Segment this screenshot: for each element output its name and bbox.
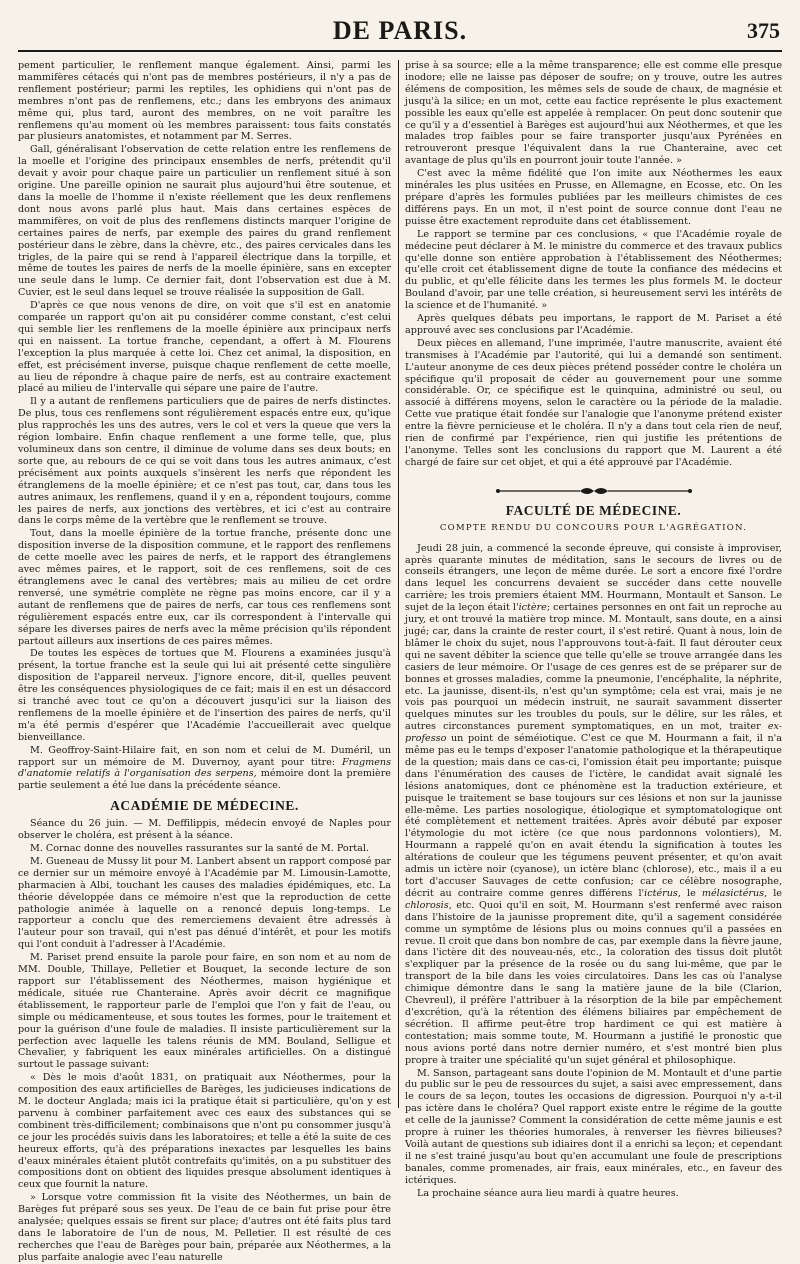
ornament-icon (494, 485, 694, 497)
paragraph: La prochaine séance aura lieu mardi à quatre heures. (417, 1187, 679, 1199)
paragraph: pement particulier, le renflement manque également. Ainsi, parmi les mammifères cétacés qui n'ont pas de membres postérieurs, il n'y a pas de renflement postérieur; parmi les reptiles, les ophidiens qui n'ont pas de membres n'ont pas de renflemens, etc.; dans les embryons des animaux même qui, plus tard, auront des membres, on ne voit paraître les renflemens qu'au moment où les membres paraissent: tous faits constatés par plusieurs anatomistes, et notamment par M. Serres. (18, 60, 391, 143)
italic-term: mélasictérus (701, 887, 765, 899)
text-run: , etc. Quoi qu'il en soit, M. Hourmann s'est renfermé avec raison dans l'histoire de la jaunisse proprement dite, qu'il a sagement considérée comme un symptôme de lésions plus ou moins connues qu'il a passées en revue. Il croit que dans bon nombre de cas, par exemple dans la fièvre jaune, dans l'ictère dit des nouveau-nés, etc., la coloration des tissus doit plutôt s'expliquer par la présence de la rosée ou du sang lui-même, que par le transport de la bile dans les voies circulatoires. Dans les cas où l'analyse chimique démontre dans le sang la matière jaune de la bile (Clarion, Chevreul), il préfère l'attribuer à la résorption de la bile par empêchement d'excrétion, qu'à la rétention des élémens biliaires par empêchement de sécrétion. Il affirme peut-être trop hardiment ce qui est matière à contestation; mais somme toute, M. Hourmann a justifié le pronostic que nous avions porté dans notre dernier numéro, et s'est montré bien plus propre à traiter une spécialité qu'un sujet général et philosophique. (405, 899, 782, 1066)
paragraph: Tout, dans la moelle épinière de la tortue franche, présente donc une disposition inverse de la disposition commune, et le rapport des renflemens de cette moelle avec les paires de nerfs, et le rapport des étranglemens avec mêmes paires, et le rapport, soit de ces renflemens, soit de ces étranglemens avec le canal des vertèbres; mais au milieu de cet ordre renversé, une symétrie complète ne règne pas moins encore, car il y a autant de renflemens que de paires de nerfs, car tous ces renflemens sont régulièrement espacés entre eux, car ils correspondent à l'intervalle qui sépare les diverses paires de nerfs avec la même précision qu'ils répondent partout ailleurs aux insertions de ces paires mêmes. (18, 528, 391, 647)
right-column (405, 60, 783, 1199)
section-subtitle: COMPTE RENDU DU CONCOURS POUR L'AGRÉGATION. (439, 522, 748, 533)
paragraph: De toutes les espèces de tortues que M. Flourens a examinées jusqu'à présent, la tortue franche est la seule qui lui ait présenté cette singulière disposition de l'appareil nerveux. J'ignore encore, dit-il, quelles peuvent être les conséquences physiologiques de ce fait; mais il en est un désaccord si tranché avec tout ce qu'on a découvert jusqu'ici sur la liaison des renflemens de la moelle épinière et de l'insertion des paires de nerfs, qu'il m'a été permis d'espérer que l'Académie l'accueillerait avec quelque bienveillance. (18, 648, 391, 743)
section-title-academie: ACADÉMIE DE MÉDECINE. (110, 798, 299, 814)
left-column (18, 60, 391, 1263)
paragraph: Gall, généralisant l'observation de cette relation entre les renflemens de la moelle et l'origine des principaux ensembles de nerfs, prétendit qu'il devait y avoir pour chaque paire un particulier un renflement situé à son origine. Une pareille opinion ne saurait plus aujourd'hui être soutenue, et dans la moelle de l'homme il n'existe réellement que les deux renflemens dont nous avons parlé plus haut. Mais dans certaines espèces de mammifères, on voit de plus des renflemens distincts marquer l'origine de certaines paires de nerfs, par exemple des paires du grand renflement postérieur dans le zèbre, dans la chèvre, etc., des paires cervicales dans les trigles, de la paire qui se rend à l'appareil électrique dans la torpille, et même de toutes les paires de nerfs de la moelle épinière, sans en excepter une seule dans le lump. Ce dernier fait, dont l'observation est due à M. Cuvier, est le seul dans lequel se trouve réalisée la supposition de Gall. (18, 144, 391, 299)
ornamental-rule (405, 485, 782, 497)
italic-term: ictérus (644, 887, 678, 899)
paragraph: C'est avec la même fidélité que l'on imite aux Néothermes les eaux minérales les plus usitées en Prusse, en Allemagne, en Ecosse, etc. On les prépare d'après les formules publiées par les meilleurs chimistes de ces différens pays. En un mot, il n'est point de source connue dont l'eau ne puisse être exactement reproduite dans cet établissement. (405, 168, 782, 227)
text-run: M. Geoffroy-Saint-Hilaire fait, en son nom et celui de M. Duméril, un rapport sur un mémoire de M. Duvernoy, ayant pour titre: (18, 744, 391, 768)
paragraph (18, 745, 391, 793)
text-run: Jeudi 28 juin, a commencé la seconde épreuve, qui consiste à improviser, après quarante minutes de méditation, sans le secours de livres ou de conseils étrangers, une leçon de même durée. Le sort a encore fixé l'ordre dans lequel les concurrens devaient se succéder dans cette nouvelle carrière; les trois premiers étaient MM. Hourmann, Montault et Sanson. Le sujet de la leçon était l' (405, 542, 782, 614)
page-number: 375 (747, 18, 780, 43)
paragraph: Il y a autant de renflemens particuliers que de paires de nerfs distinctes. De plus, tous ces renflemens sont régulièrement espacés entre eux, qu'ique plus rapprochés les uns des autres, vers le col et vers la queue que vers la région lombaire. Enfin chaque renflement a une forme telle, que, plus volumineux dans son centre, il diminue de volume dans ses deux bouts; en sorte que, au rebours de ce qui se voit dans tous les autres animaux, c'est précisément aux points auxquels s'insèrent les nerfs que répondent les étranglemens de la moelle épinière; et ce n'est pas tout, car, dans tous les autres animaux, les renflemens, quand il y en a, répondent toujours, comme les paires de nerfs, aux jonctions des vertèbres, et ici c'est au contraire dans le corps même de la vertèbre que le renflement se trouve. (18, 396, 391, 527)
paragraph: Après quelques débats peu importans, le rapport de M. Pariset a été approuvé avec ses conclusions par l'Académie. (405, 313, 782, 336)
paragraph: M. Cornac donne des nouvelles rassurantes sur la santé de M. Portal. (30, 843, 369, 854)
section-title-faculte: FACULTÉ DE MÉDECINE. (505, 502, 682, 518)
paragraph: Le rapport se termine par ces conclusions, « que l'Académie royale de médecine peut déclarer à M. le ministre du commerce et des travaux publics qu'elle donne son entière approbation à l'établissement des Néothermes; qu'elle croit cet établissement digne de toute la confiance des médecins et du public, et qu'elle félicite dans les termes les plus formels M. le docteur Bouland d'avoir, par une telle création, si heureusement servi les intérêts de la science et de l'humanité. » (405, 228, 782, 312)
column-divider (398, 60, 399, 1108)
paragraph: « Dès le mois d'août 1831, on pratiquait aux Néothermes, pour la composition des eaux artificielles de Barèges, les judicieuses indications de M. le docteur Anglada; mais ici la pratique était si particulière, qu'on y est parvenu à combiner parfaitement avec ces eaux des substances qui se combinent très-difficilement; combinaisons que n'ont pu consommer jusqu'à ce jour les procédés suivis dans les laboratoires; et telle a été la suite de ces heureux efforts, qu'à des préparations inexactes par lesquelles les bains d'eaux minérales étaient plutôt contrefaits qu'imités, on a pu substituer des compositions dont on obtient des liquides presque absolument identiques à ceux que fournit la nature. (18, 1072, 391, 1191)
italic-term: chlorosis (405, 899, 449, 911)
text-run: mémoire dont la première partie seulement a été lue dans la précédente séance. (18, 768, 391, 792)
text-run: , le (764, 887, 782, 899)
text-run: ; certaines personnes en ont fait un reproche au jury, et ont trouvé la matière trop mince. M. Montault, sans doute, en a ainsi jugé; car, dans la crainte de rester court, il s'est retiré. Quant à nous, loin de blâmer le choix du sujet, nous l'approuvons tout-à-fait. Il faut dérouter ceux qui ne savent débiter la science que telle qu'elle se trouve arrangée dans les casiers de leur mémoire. Or l'usage de ces genres est de se préparer sur de bonnes et grosses maladies, comme la pneumonie, l'encéphalite, la néphrite, etc. La jaunisse, disent-ils, n'est qu'un symptôme; cela est vrai, mais je ne vois pas pourquoi un médecin instruit, ne saurait savamment disserter quelques minutes sur les troubles du pouls, sur le délire, sur les râles, et autres circonstances purement symptomatiques, en un mot, traiter (405, 602, 783, 733)
paragraph: Séance du 26 juin. — M. Deffilippis, médecin envoyé de Naples pour observer le choléra, est présent à la séance. (18, 818, 391, 842)
page-header (18, 12, 782, 52)
paragraph: D'après ce que nous venons de dire, on voit que s'il est en anatomie comparée un rapport qu'on ait pu considérer comme constant, c'est celui qui semble lier les renflemens de la moelle épinière aux principaux nerfs qui en naissent. La tortue franche, cependant, a offert à M. Flourens l'exception la plus marquée à cette loi. Chez cet animal, la disposition, en effet, est précisément inverse, puisque chaque renflement de cette moelle, au lieu de répondre à chaque paire de nerfs, est au contraire exactement placé au milieu de l'intervalle qui sépare une paire de l'autre. (18, 300, 391, 395)
paragraph: prise à sa source; elle a la même transparence; elle est comme elle presque inodore; elle ne laisse pas déposer de soufre; on y trouve, outre les autres élémens de composition, les mêmes sels de soude de chaux, de magnésie et jusqu'à la silice; en un mot, cette eau factice représente le plus exactement possible les eaux qu'elle est appelée à remplacer. On peut donc soutenir que ce qu'il y a d'essentiel à Barèges est aujourd'hui aux Néothermes, et que les malades trop faibles pour se faire transporter jusqu'aux Pyrénées en retrouveront presque l'équivalent dans la rue Chanteraine, avec cet avantage de plus qu'ils en pourront jouir toute l'année. » (405, 60, 782, 167)
italic-term: ex-professo (405, 721, 782, 745)
text-run: un point de séméiotique. C'est ce que M. Hourmann a fait, il n'a même pas eu le temps d'exposer l'anatomie pathologique et la thérapeutique de la question; mais dans ce cas-ci, l'omission était peu importante; puisque dans l'énumération des causes de l'ictère, le candidat avait signalé les lésions anatomiques, dont ce phénomène est la traduction extérieure, et puisque le traitement se base toujours sur ces lésions et non sur la jaunisse elle-même. Les parties nosologique, étiologique et symptomatologique ont été complètement et nettement traitées. Après avoir débuté par exposer l'étymologie du mot ictère (ce que nous pardonnons volontiers), M. Hourmann a rappelé qu'on en avait étendu la signification à toutes les altérations de couleur que les tégumens peuvent présenter, et qu'on avait admis un ictère noir (cyanose), un ictère blanc (chlorose), etc., mais il a eu tort d'accuser Sauvages de cette confusion; car ce célèbre nosographe, décrit au contraire comme genres différens l' (405, 733, 782, 899)
paragraph (405, 543, 782, 1067)
paragraph: M. Pariset prend ensuite la parole pour faire, en son nom et au nom de MM. Double, Thillaye, Pelletier et Bouquet, la seconde lecture de son rapport sur l'établissement des Néothermes, maison hygiénique et médicale, située rue Chanteraine. Après avoir décrit ce magnifique établissement, le rapporteur parle de l'emploi que l'on y fait de l'eau, ou simple ou médicamenteuse, et sous toutes les formes, pour le traitement et pour la guérison d'une foule de maladies. Il insiste particulièrement sur la perfection avec laquelle les talens réunis de MM. Bouland, Selligue et Chevalier, y fabriquent les eaux minérales artificielles. On a distingué surtout le passage suivant: (18, 952, 391, 1071)
paragraph: M. Sanson, partageant sans doute l'opinion de M. Montault et d'une partie du public sur le peu de ressources du sujet, a saisi avec empressement, dans le cours de sa leçon, toutes les occasions de digression. Pourquoi n'y a-t-il pas ictère dans le choléra? Quel rapport existe entre le régime de la goutte et celle de la jaunisse? Comment la considération de cette même jaunis e est propre à ruiner les théories humorales, à renverser les fièvres bilieuses? Voilà autant de questions sub idiaires dont il a enrichi sa leçon; et cependant il ne s'est trainé jusqu'au bout qu'en accumulant une foule de prescriptions banales, comme promenades, air frais, eaux minérales, etc., en faveur des ictériques. (405, 1067, 782, 1186)
paragraph: » Lorsque votre commission fit la visite des Néothermes, un bain de Barèges fut préparé sous ses yeux. De l'eau de ce bain fut prise pour être analysée; quelques essais se firent sur place; d'autres ont été faits plus tard dans le laboratoire de l'un de nous, M. Pelletier. Il est résulté de ces recherches que l'eau de Barèges pour bain, préparée aux Néothermes, a la plus parfaite analogie avec l'eau naturelle (18, 1192, 391, 1263)
paragraph: Deux pièces en allemand, l'une imprimée, l'autre manuscrite, avaient été transmises à l'Académie par l'autorité, qui lui a demandé son sentiment. L'auteur anonyme de ces deux pièces prétend posséder contre le choléra un spécifique qu'il proposait de céder au gouvernement pour une somme considérable. Or, ce spécifique est le quinquina, administré ou seul, ou associé à différens moyens, selon le caractère ou la période de la maladie. Cette vue pratique était fondée sur l'analogie que l'anonyme prétend exister entre la fièvre pernicieuse et le choléra. Il n'y a dans tout cela rien de neuf, rien de confirmé par l'expérience, rien qui justifie les prétentions de l'anonyme. Telles sont les conclusions du rapport que M. Laurent a été chargé de faire sur cet objet, et qui a été approuvé par l'Académie. (405, 337, 782, 468)
text-run: , le (677, 887, 702, 899)
italic-term: ictère (518, 602, 547, 614)
paragraph: M. Gueneau de Mussy lit pour M. Lanbert absent un rapport composé par ce dernier sur un mémoire envoyé à l'Académie par M. Limousin-Lamotte, pharmacien à Albi, touchant les causes des maladies épidémiques, etc. La théorie développée dans ce mémoire n'est que la reproduction de cette pathologie animée à laquelle on a renoncé depuis long-temps. Le rapporteur a conclu que des remerciemens devaient être adressés à l'auteur pour son travail, qui n'est pas dénué d'intérêt, et pour les motifs qui l'ont conduit à l'adresser à l'Académie. (18, 855, 391, 951)
newspaper-title: DE PARIS. (332, 16, 468, 45)
memoir-title: Fragmens d'anatomie relatifs à l'organisation des serpens, (18, 756, 391, 780)
